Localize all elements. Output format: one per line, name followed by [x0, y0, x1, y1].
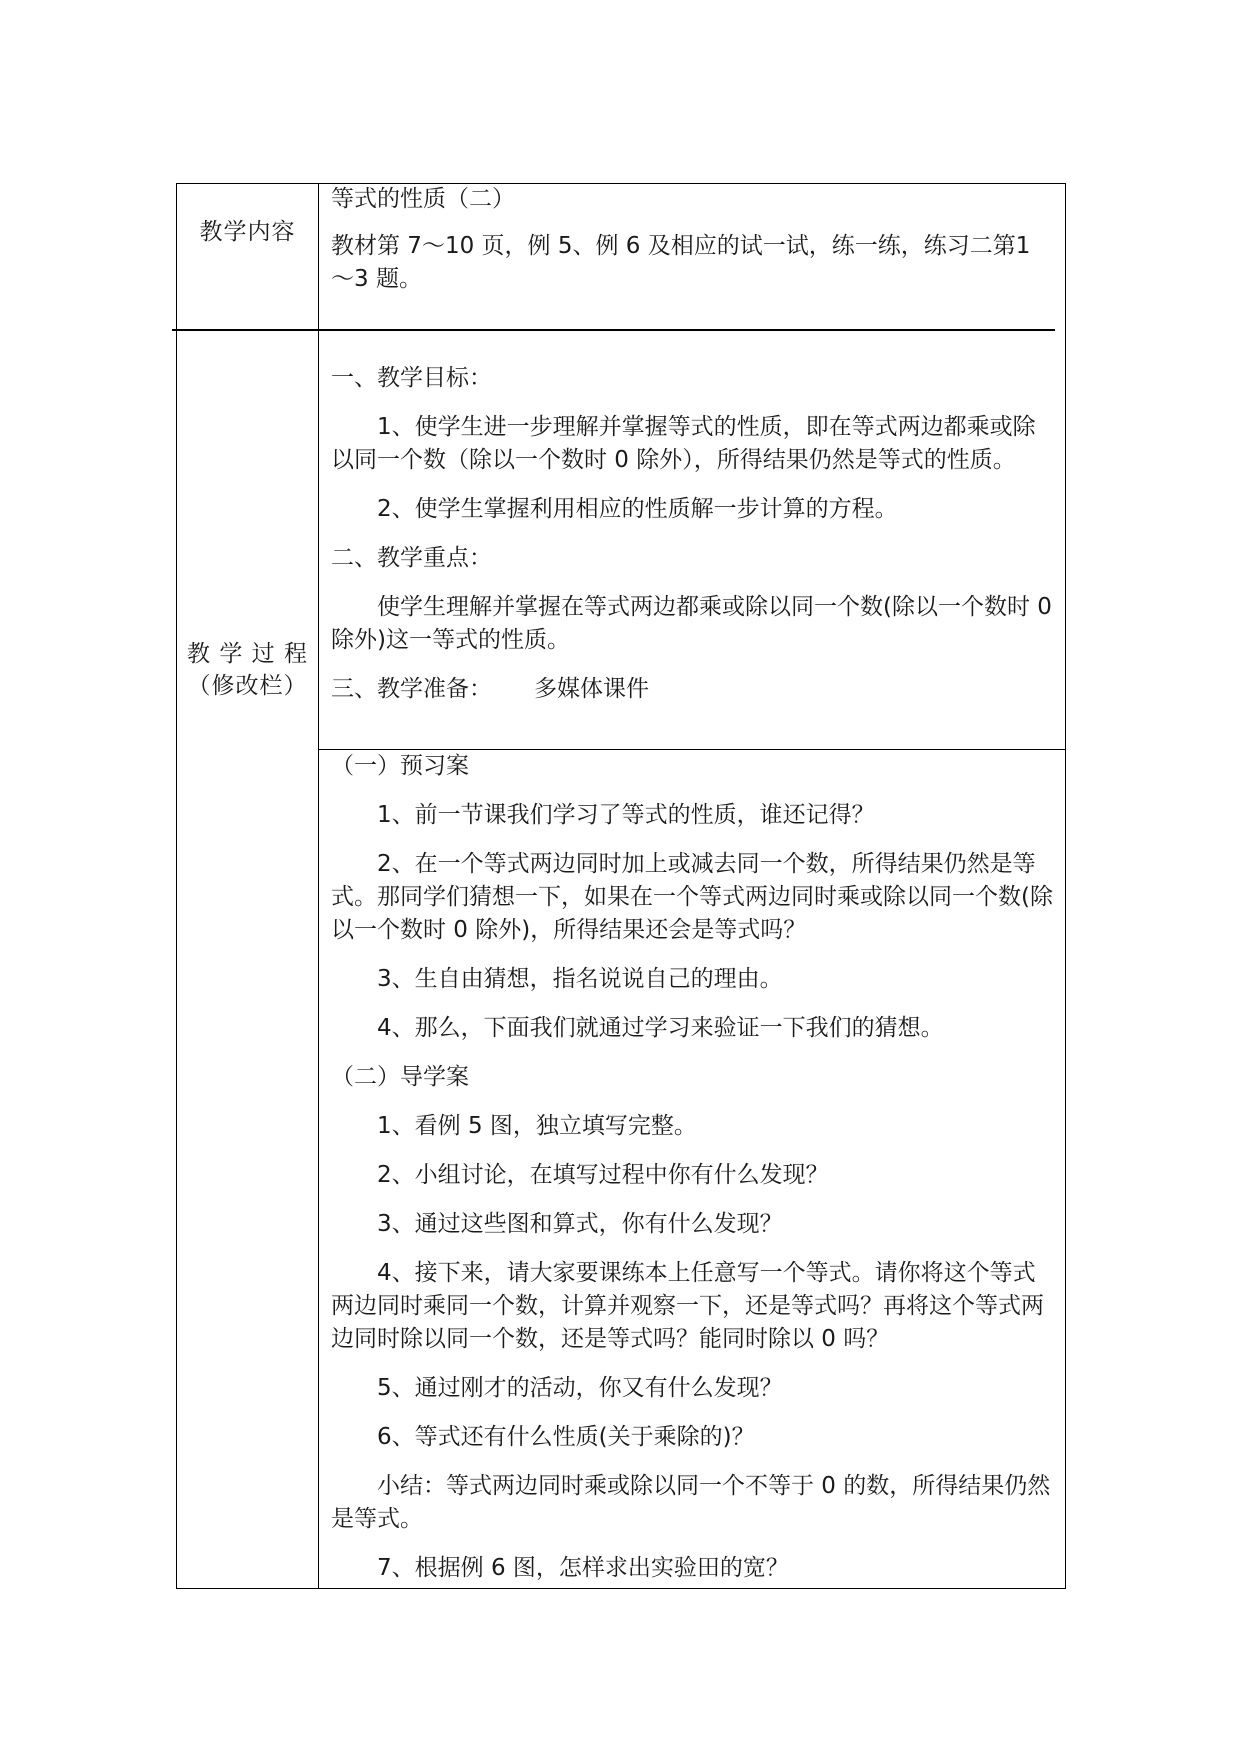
preview-heading: （一）预习案: [331, 753, 469, 779]
table-right-border: [1065, 183, 1066, 1589]
table-column-divider: [318, 183, 319, 1589]
guide-heading: （二）导学案: [331, 1064, 469, 1090]
goal-item-2: 2、使学生掌握利用相应的性质解一步计算的方程。: [377, 496, 898, 522]
row2-label-line2: （修改栏）: [187, 673, 308, 699]
preview-item: 4、那么，下面我们就通过学习来验证一下我们的猜想。: [377, 1015, 944, 1041]
row3-content: [331, 750, 1053, 1585]
guide-item: 3、通过这些图和算式，你有什么发现？: [377, 1211, 783, 1237]
table-left-border: [176, 183, 177, 1589]
preview-item: 2、在一个等式两边同时加上或减去同一个数，所得结果仍然是等式。那同学们猜想一下，如果在一个等式两边同时乘或除以同一个数(除以一个数时 0 除外)，所得结果还会是等式吗？: [331, 851, 1053, 943]
lesson-material: 教材第 7～10 页，例 5、例 6 及相应的试一试，练一练，练习二第1～3 题。: [331, 233, 1031, 292]
prep-heading: 三、教学准备：: [331, 676, 492, 702]
keypoint-heading: 二、教学重点：: [331, 545, 492, 571]
table-bottom-border: [176, 1588, 1066, 1589]
row2-label: [177, 638, 318, 702]
goals-heading: 一、教学目标：: [331, 365, 492, 391]
guide-item: 4、接下来，请大家要课练本上任意写一个等式。请你将这个等式两边同时乘同一个数，计算并观察一下，还是等式吗？再将这个等式两边同时除以同一个数，还是等式吗？能同时除以 0 吗？: [331, 1260, 1044, 1352]
row1-label: 教学内容: [199, 219, 296, 245]
guide-item: 5、通过刚才的活动，你又有什么发现？: [377, 1375, 783, 1401]
row1-bottom-border: [172, 329, 1055, 331]
guide-item: 2、小组讨论，在填写过程中你有什么发现？: [377, 1162, 829, 1188]
keypoint-text: 使学生理解并掌握在等式两边都乘或除以同一个数(除以一个数时 0 除外)这一等式的性质。: [331, 594, 1052, 653]
prep-line: [331, 673, 1053, 706]
preview-item: 1、前一节课我们学习了等式的性质，谁还记得？: [377, 802, 875, 828]
guide-item: 1、看例 5 图，独立填写完整。: [377, 1113, 697, 1139]
guide-item-last: 7、根据例 6 图，怎样求出实验田的宽？: [377, 1555, 789, 1581]
row2-label-line1: 教 学 过 程: [187, 641, 308, 667]
summary-text: 小结：等式两边同时乘或除以同一个不等于 0 的数，所得结果仍然是等式。: [331, 1473, 1051, 1532]
lesson-title: 等式的性质（二）: [331, 186, 515, 212]
goal-item-1: 1、使学生进一步理解并掌握等式的性质，即在等式两边都乘或除以同一个数（除以一个数时 0 除外），所得结果仍然是等式的性质。: [331, 414, 1036, 473]
preview-item: 3、生自由猜想，指名说说自己的理由。: [377, 966, 783, 992]
row1-content: [331, 183, 1053, 296]
row2-content: [331, 362, 1053, 706]
guide-item: 6、等式还有什么性质(关于乘除的)？: [377, 1424, 755, 1450]
prep-value: 多媒体课件: [534, 676, 649, 702]
